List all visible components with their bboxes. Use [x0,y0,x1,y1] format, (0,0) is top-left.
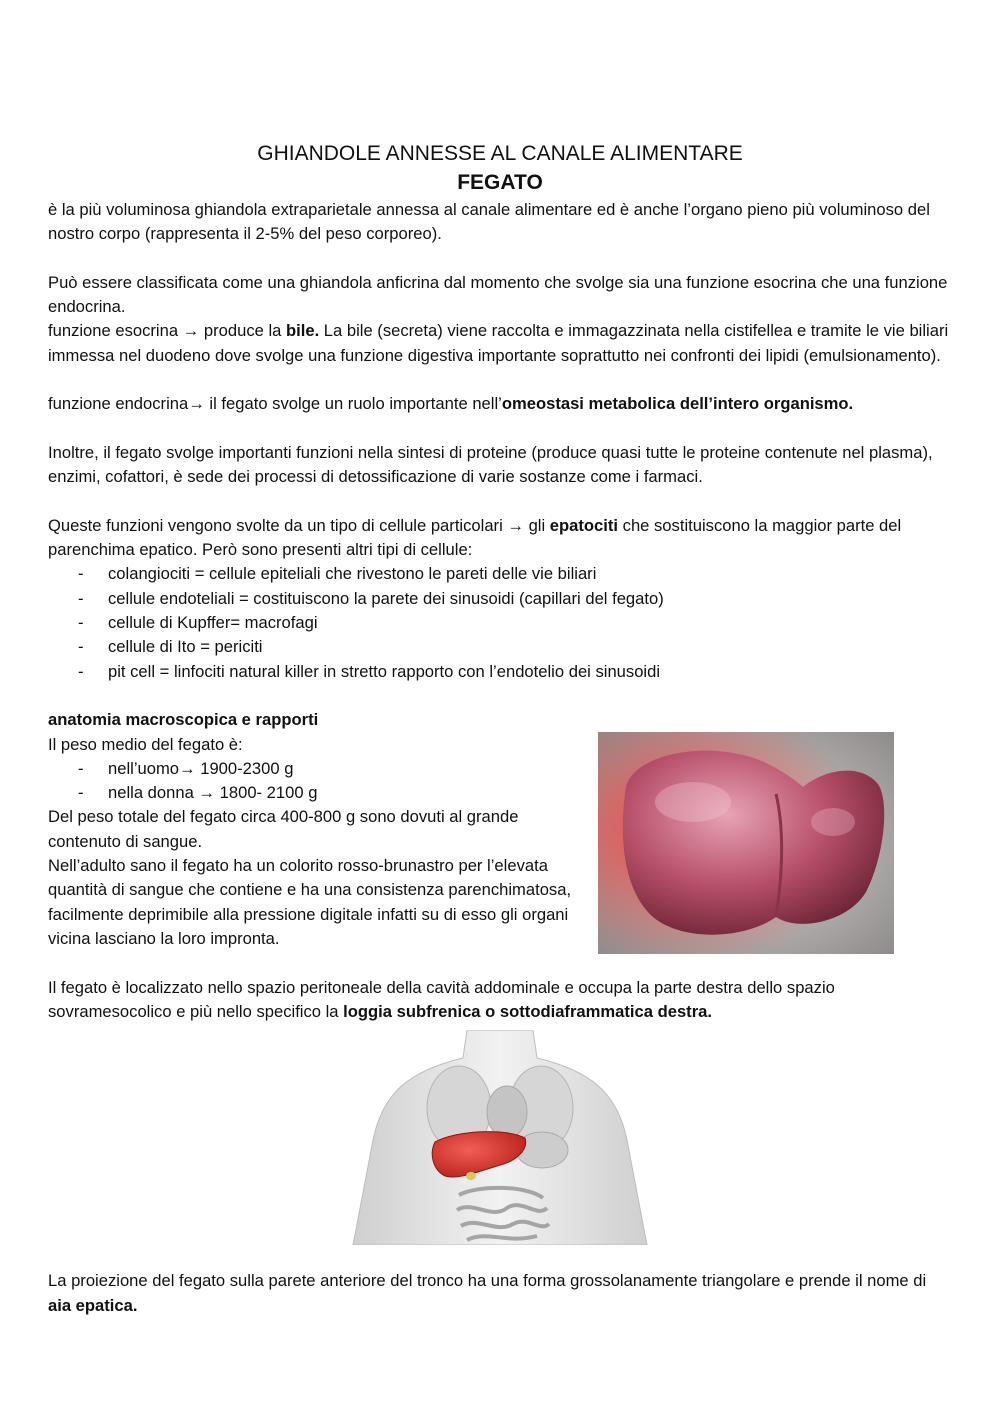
weight-intro: Il peso medio del fegato è: [48,734,243,754]
location-paragraph: Il fegato è localizzato nello spazio peritoneale della cavità addominale e occupa la parte destra dello spazio sovramesocolico e più nello specifico la loggia subfrenica o sottodiaframmatica destra. [48,977,835,1021]
hepatocytes-term: epatociti [549,515,619,535]
list-item: - pit cell = linfociti natural killer in stretto rapporto con l’endotelio dei sinusoidi [48,660,952,684]
list-item: - nell’uomo→ 1900-2300 g [48,757,588,781]
document-subtitle: FEGATO [457,171,543,194]
bile-term: bile. [285,321,320,341]
hepatic-area-term: aia epatica. [48,1295,138,1315]
document-page [48,140,952,1318]
document-title: GHIANDOLE ANNESSE AL CANALE ALIMENTARE [257,142,743,165]
cell-type-list [48,562,952,683]
projection-paragraph: La proiezione del fegato sulla parete anteriore del tronco ha una forma grossolanamente triangolare e prende il nome di aia epatica. [48,1271,927,1315]
subphrenic-term: loggia subfrenica o sottodiaframmatica destra. [343,1001,712,1021]
liver-photo [598,732,894,954]
weight-list [48,757,588,806]
homeostasis-term: omeostasi metabolica dell’intero organismo. [501,394,854,414]
list-item: - nella donna → 1800- 2100 g [48,781,588,805]
classification-paragraph: Può essere classificata come una ghiandola anficrina dal momento che svolge sia una funzione esocrina che una funzione endocrina. [48,272,948,317]
list-item: - cellule endoteliali = costituiscono la parete dei sinusoidi (capillari del fegato) [48,587,952,611]
exocrine-paragraph: funzione esocrina → produce la bile. La bile (secreta) viene raccolta e immagazzinata nella cistifellea e tramite le vie biliari immessa nel duodeno dove svolge una funzione digestiva importante soprattutto nei confronti dei lipidi (emulsionamento). [48,321,949,365]
list-item: - cellule di Ito = periciti [48,635,952,659]
blood-paragraph: Del peso totale del fegato circa 400-800 g sono dovuti al grande contenuto di sangue. [48,807,519,851]
color-paragraph: Nell’adulto sano il fegato ha un colorito rosso-brunastro per l’elevata quantità di sangue che contiene e ha una consistenza parenchimatosa, facilmente deprimibile alla pressione digitale infatti su di esso gli organi vicina lasciano la loro impronta. [48,856,572,948]
section-heading: anatomia macroscopica e rapporti [48,710,319,730]
cells-paragraph: Queste funzioni vengono svolte da un tipo di cellule particolari → gli epatociti che sostituiscono la maggior parte del parenchima epatico. Però sono presenti altri tipi di cellule: [48,515,902,560]
list-item: - colangiociti = cellule epiteliali che rivestono le pareti delle vie biliari [48,562,952,586]
intro-paragraph: è la più voluminosa ghiandola extraparietale annessa al canale alimentare ed è anche l’organo pieno più voluminoso del nostro corpo (rappresenta il 2-5% del peso corporeo). [48,200,930,244]
list-item: - cellule di Kupffer= macrofagi [48,611,952,635]
torso-anatomy-illustration [347,1030,653,1245]
anatomy-section [48,708,952,951]
functions-paragraph: Inoltre, il fegato svolge importanti funzioni nella sintesi di proteine (produce quasi tutte le proteine contenute nel plasma), enzimi, cofattori, è sede dei processi di detossificazione di varie sostanze come i farmaci. [48,442,933,487]
endocrine-paragraph: funzione endocrina→ il fegato svolge un ruolo importante nell’omeostasi metabolica dell’intero organismo. [48,394,854,414]
